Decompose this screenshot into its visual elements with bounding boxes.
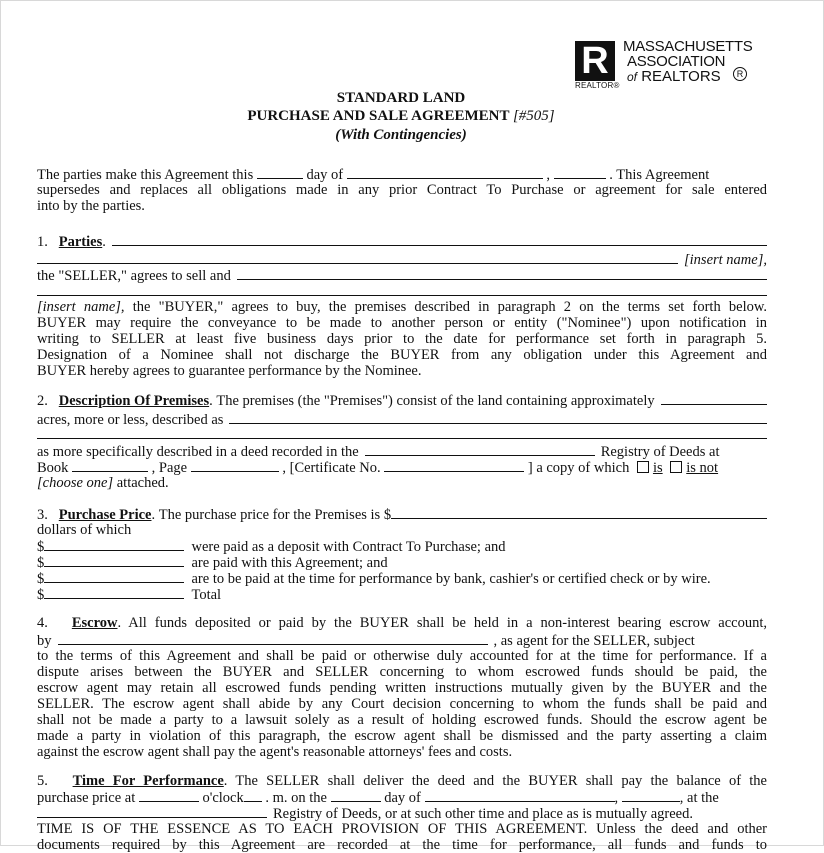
doc-title-line2: PURCHASE AND SALE AGREEMENT [#505] bbox=[247, 108, 555, 124]
deposit-amount-field[interactable] bbox=[44, 538, 184, 551]
is-attached-checkbox[interactable] bbox=[637, 461, 649, 473]
realtor-r-logo-icon bbox=[575, 41, 615, 81]
realtor-mark: R bbox=[581, 40, 609, 82]
s1-line-6: BUYER may require the conveyance to be made to another person or entity ("Nominee") upon notification in bbox=[37, 315, 767, 331]
day-field[interactable] bbox=[257, 166, 303, 179]
registered-mark-icon: R bbox=[733, 67, 747, 81]
intro-line-2: supersedes and replaces all obligations made in any prior Contract To Purchase or agreement for sale entered bbox=[37, 182, 767, 198]
s1-line-5: [insert name], the "BUYER," agrees to buy, the premises described in paragraph 2 on the terms set forth below. bbox=[37, 299, 768, 315]
s2-heading-line: 2. Description Of Premises . The premises (the "Premises") consist of the land containing approximately bbox=[37, 392, 767, 409]
intro-line-1: The parties make this Agreement this day of , . This Agreement bbox=[37, 167, 710, 183]
doc-subtitle: (With Contingencies) bbox=[335, 127, 467, 143]
is-not-attached-checkbox[interactable] bbox=[670, 461, 682, 473]
s1-heading-line: 1. Parties . bbox=[37, 233, 767, 250]
closing-month-field[interactable] bbox=[425, 789, 615, 802]
registry-field[interactable] bbox=[365, 443, 595, 456]
s2-line-4: as more specifically described in a deed recorded in the Registry of Deeds at bbox=[37, 444, 720, 460]
s4-line-3: to the terms of this Agreement and shall be paid or otherwise duly accounted for at the time for performance. If a bbox=[37, 648, 767, 664]
buyer-name-field[interactable] bbox=[237, 267, 767, 280]
page-field[interactable] bbox=[191, 459, 279, 472]
s5-heading-line: 5. Time For Performance. The SELLER shall deliver the deed and the BUYER shall pay the balance of the bbox=[37, 773, 767, 789]
doc-title-line1: STANDARD LAND bbox=[336, 90, 466, 106]
certificate-field[interactable] bbox=[384, 459, 524, 472]
am-pm-field[interactable] bbox=[244, 789, 262, 802]
s3-heading-line: 3. Purchase Price . The purchase price for the Premises is $ bbox=[37, 506, 767, 523]
s4-line-7: shall not be made a party to a lawsuit solely as a result of holding escrowed funds. Should the escrow agent be bbox=[37, 712, 767, 728]
performance-amount-field[interactable] bbox=[44, 570, 184, 583]
s4-line-8: made a party in violation of this paragraph, the escrow agent shall be dismissed and the party asserting a claim bbox=[37, 728, 767, 744]
s5-line-3: Registry of Deeds, or at such other time and place as is mutually agreed. bbox=[37, 805, 767, 822]
total-amount-field[interactable] bbox=[44, 586, 184, 599]
mar-logo bbox=[575, 39, 755, 91]
description-field-2[interactable] bbox=[37, 438, 767, 439]
s2-line-2: acres, more or less, described as bbox=[37, 411, 767, 428]
s3-line-2: dollars of which bbox=[37, 522, 132, 538]
s1-line-8: Designation of a Nominee shall not discharge the BUYER from any obligation under this Agreement and bbox=[37, 347, 767, 363]
purchase-price-field[interactable] bbox=[391, 506, 767, 519]
closing-registry-field[interactable] bbox=[37, 805, 267, 818]
s2-line-6: [choose one] attached. bbox=[37, 475, 169, 491]
s4-heading-line: 4. Escrow. All funds deposited or paid by the BUYER shall be held in a non-interest bearing escrow account, bbox=[37, 615, 768, 631]
closing-year-field[interactable] bbox=[622, 789, 680, 802]
s4-line-9: against the escrow agent shall pay the agent's reasonable attorneys' fees and costs. bbox=[37, 744, 513, 760]
closing-day-field[interactable] bbox=[331, 789, 381, 802]
year-field[interactable] bbox=[554, 166, 606, 179]
agreement-amount-field[interactable] bbox=[44, 554, 184, 567]
month-field[interactable] bbox=[347, 166, 543, 179]
association-name: MASSACHUSETTS ASSOCIATION of REALTORS bbox=[623, 38, 753, 85]
time-field[interactable] bbox=[139, 789, 199, 802]
s1-line-7: writing to SELLER at least five business days prior to the date for performance set forth in paragraph 5. bbox=[37, 331, 767, 347]
s3-row-performance: $ are to be paid at the time for performance by bank, cashier's or certified check or by wire. bbox=[37, 571, 711, 587]
s3-row-agreement: $ are paid with this Agreement; and bbox=[37, 555, 388, 571]
seller-name-field[interactable] bbox=[112, 233, 767, 246]
s4-line-4: dispute arises between the BUYER and SELLER concerning to whom escrowed funds should be paid, the bbox=[37, 664, 767, 680]
s5-line-2: purchase price at o'clock . m. on the day of , , at the bbox=[37, 790, 719, 806]
s1-line-3: the "SELLER," agrees to sell and bbox=[37, 267, 767, 284]
form-number: [#505] bbox=[512, 108, 555, 124]
s5-line-5: documents required by this Agreement are recorded at the time for performance, all funds and funds to bbox=[37, 837, 767, 853]
s3-row-deposit: $ were paid as a deposit with Contract To Purchase; and bbox=[37, 539, 506, 555]
s2-line-5: Book , Page , [Certificate No. ] a copy of which is is not bbox=[37, 460, 719, 476]
s4-line-5: escrow agent may retain all escrowed funds pending written instructions mutually given by the BUYER and the bbox=[37, 680, 767, 696]
seller-name-field-2[interactable] bbox=[37, 251, 678, 264]
intro-line-3: into by the parties. bbox=[37, 198, 145, 214]
buyer-name-field-2[interactable] bbox=[37, 295, 767, 296]
s5-line-4: TIME IS OF THE ESSENCE AS TO EACH PROVISION OF THIS AGREEMENT. Unless the deed and other bbox=[37, 821, 767, 837]
realtor-wordmark: REALTOR® bbox=[575, 81, 620, 90]
escrow-agent-field[interactable] bbox=[58, 632, 488, 645]
book-field[interactable] bbox=[72, 459, 148, 472]
s3-row-total: $ Total bbox=[37, 587, 222, 603]
s1-line-2: [insert name], bbox=[37, 251, 767, 268]
s1-line-9: BUYER hereby agrees to guarantee performance by the Nominee. bbox=[37, 363, 422, 379]
s4-line-2: by , as agent for the SELLER, subject bbox=[37, 633, 695, 649]
description-field[interactable] bbox=[229, 411, 767, 424]
acreage-field[interactable] bbox=[661, 392, 767, 405]
s4-line-6: SELLER. The escrow agent shall abide by any Court decision concerning to whom the funds shall be paid and bbox=[37, 696, 767, 712]
